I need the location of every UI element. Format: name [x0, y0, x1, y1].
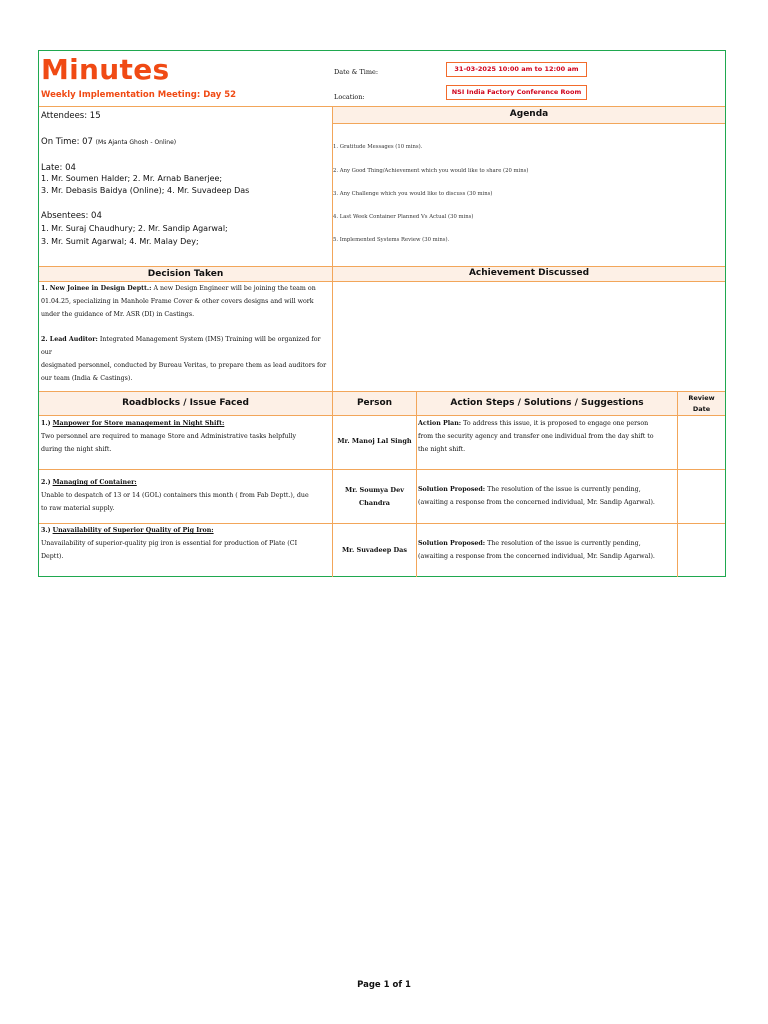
agenda-heading: Agenda	[333, 107, 725, 123]
meeting-subtitle: Weekly Implementation Meeting: Day 52	[41, 90, 237, 100]
issue-desc-line-1: Two personnel are required to manage Store and Administrative tasks helpfully	[41, 433, 297, 440]
decision-item-1-line-1: A new Design Engineer will be joining the team on	[151, 285, 316, 292]
table-row-issue	[41, 476, 331, 515]
issue-title: Manpower for Store management in Night Shift:	[52, 420, 225, 427]
agenda-item: 4. Last Week Container Planned Vs Actual (30 mins)	[333, 214, 474, 220]
person-line-1: Mr. Suvadeep Das	[341, 546, 408, 554]
absentees-line-2: 3. Mr. Sumit Agarwal; 4. Mr. Malay Dey;	[41, 237, 199, 246]
action-line-2: (awaiting a response from the concerned individual, Mr. Sandip Agarwal).	[418, 553, 655, 560]
attendees-count: Attendees: 15	[41, 111, 101, 121]
decision-item-2-line-2: designated personnel, conducted by Bureau Veritas, to prepare them as lead auditors for	[41, 362, 327, 369]
action-line-1: The resolution of the issue is currently pending,	[485, 486, 641, 493]
date-time-value: 31-03-2025 10:00 am to 12:00 am	[446, 62, 587, 77]
issue-person	[333, 435, 416, 448]
issue-action	[418, 537, 676, 563]
decision-item-1-line-3: under the guidance of Mr. ASR (DI) in Castings.	[41, 311, 195, 318]
issue-num: 3.)	[41, 527, 51, 534]
issue-title: Managing of Container:	[52, 479, 137, 486]
action-line-2: from the security agency and transfer one individual from the day shift to	[418, 433, 654, 440]
page-number: Page 1 of 1	[357, 980, 411, 990]
issue-desc-line-1: Unavailability of superior-quality pig iron is essential for production of Plate (CI	[41, 540, 298, 547]
col-person-header: Person	[333, 392, 416, 415]
divider	[332, 106, 333, 415]
person-line-2: Chandra	[358, 499, 391, 507]
minutes-sheet	[38, 50, 726, 577]
divider	[677, 391, 678, 577]
divider	[332, 123, 725, 124]
achievement-heading: Achievement Discussed	[333, 267, 725, 281]
absentees-title: Absentees: 04	[41, 211, 102, 221]
decision-item-1-title: 1. New Joinee in Design Deptt.:	[41, 285, 152, 292]
table-row-issue	[41, 417, 331, 456]
divider	[39, 469, 725, 470]
issue-action	[418, 483, 676, 509]
date-time-label: Date & Time:	[334, 68, 379, 76]
issue-desc-line-2: Deptt).	[41, 553, 64, 560]
action-line-3: the night shift.	[418, 446, 466, 453]
action-label: Solution Proposed:	[418, 540, 486, 547]
late-line-1: 1. Mr. Soumen Halder; 2. Mr. Arnab Banerjee;	[41, 174, 223, 183]
issue-desc-line-2: during the night shift.	[41, 446, 112, 453]
issue-action	[418, 417, 676, 456]
late-line-2: 3. Mr. Debasis Baidya (Online); 4. Mr. Suvadeep Das	[41, 186, 250, 195]
late-title: Late: 04	[41, 163, 76, 173]
decision-item-2-line-1: Integrated Management System (IMS) Training will be organized for our	[41, 336, 321, 356]
on-time-label: On Time: 07	[41, 137, 93, 147]
decision-item-2	[41, 333, 331, 385]
issue-desc-line-2: to raw material supply.	[41, 505, 115, 512]
action-line-1: The resolution of the issue is currently pending,	[485, 540, 641, 547]
issue-num: 2.)	[41, 479, 51, 486]
agenda-item: 1. Gratitude Messages (10 mins).	[333, 144, 423, 150]
decision-item-2-title: 2. Lead Auditor:	[41, 336, 98, 343]
issue-num: 1.)	[41, 420, 51, 427]
col-review-line-1: Review	[688, 394, 715, 402]
divider	[416, 391, 417, 577]
action-line-1: To address this issue, it is proposed to engage one person	[461, 420, 649, 427]
decision-heading: Decision Taken	[39, 267, 332, 281]
table-row-issue	[41, 524, 331, 563]
decision-item-1	[41, 282, 331, 321]
col-review-line-2: Date	[692, 405, 711, 413]
on-time-note: (Ms Ajanta Ghosh - Online)	[95, 139, 177, 146]
col-action-header: Action Steps / Solutions / Suggestions	[417, 392, 677, 415]
location-value: NSI India Factory Conference Room	[446, 85, 587, 100]
action-label: Solution Proposed:	[418, 486, 486, 493]
issue-desc-line-1: Unable to despatch of 13 or 14 (GOL) containers this month ( from Fab Deptt.), due	[41, 492, 309, 499]
issue-person	[333, 484, 416, 510]
action-label: Action Plan:	[418, 420, 462, 427]
action-line-2: (awaiting a response from the concerned individual, Mr. Sandip Agarwal).	[418, 499, 655, 506]
agenda-item: 5. Implemented Systems Review (30 mins).	[333, 237, 450, 243]
agenda-item: 2. Any Good Thing/Achievement which you would like to share (20 mins)	[333, 168, 529, 174]
decision-item-2-line-3: our team (India & Castings).	[41, 375, 133, 382]
col-roadblocks-header: Roadblocks / Issue Faced	[39, 392, 332, 415]
divider	[39, 415, 725, 416]
on-time-count	[41, 137, 176, 147]
issue-person	[333, 544, 416, 557]
location-label: Location:	[334, 93, 365, 101]
col-review-header	[678, 392, 725, 415]
absentees-line-1: 1. Mr. Suraj Chaudhury; 2. Mr. Sandip Agarwal;	[41, 224, 228, 233]
decision-item-1-line-2: 01.04.25, specializing in Manhole Frame Cover & other covers designs and will work	[41, 298, 314, 305]
person-line-1: Mr. Manoj Lal Singh	[337, 437, 412, 445]
page-title: Minutes	[41, 53, 170, 86]
issue-title: Unavailability of Superior Quality of Pig Iron:	[52, 527, 214, 534]
person-line-1: Mr. Soumya Dev	[345, 486, 404, 494]
agenda-item: 3. Any Challenge which you would like to discuss (30 mins)	[333, 191, 493, 197]
